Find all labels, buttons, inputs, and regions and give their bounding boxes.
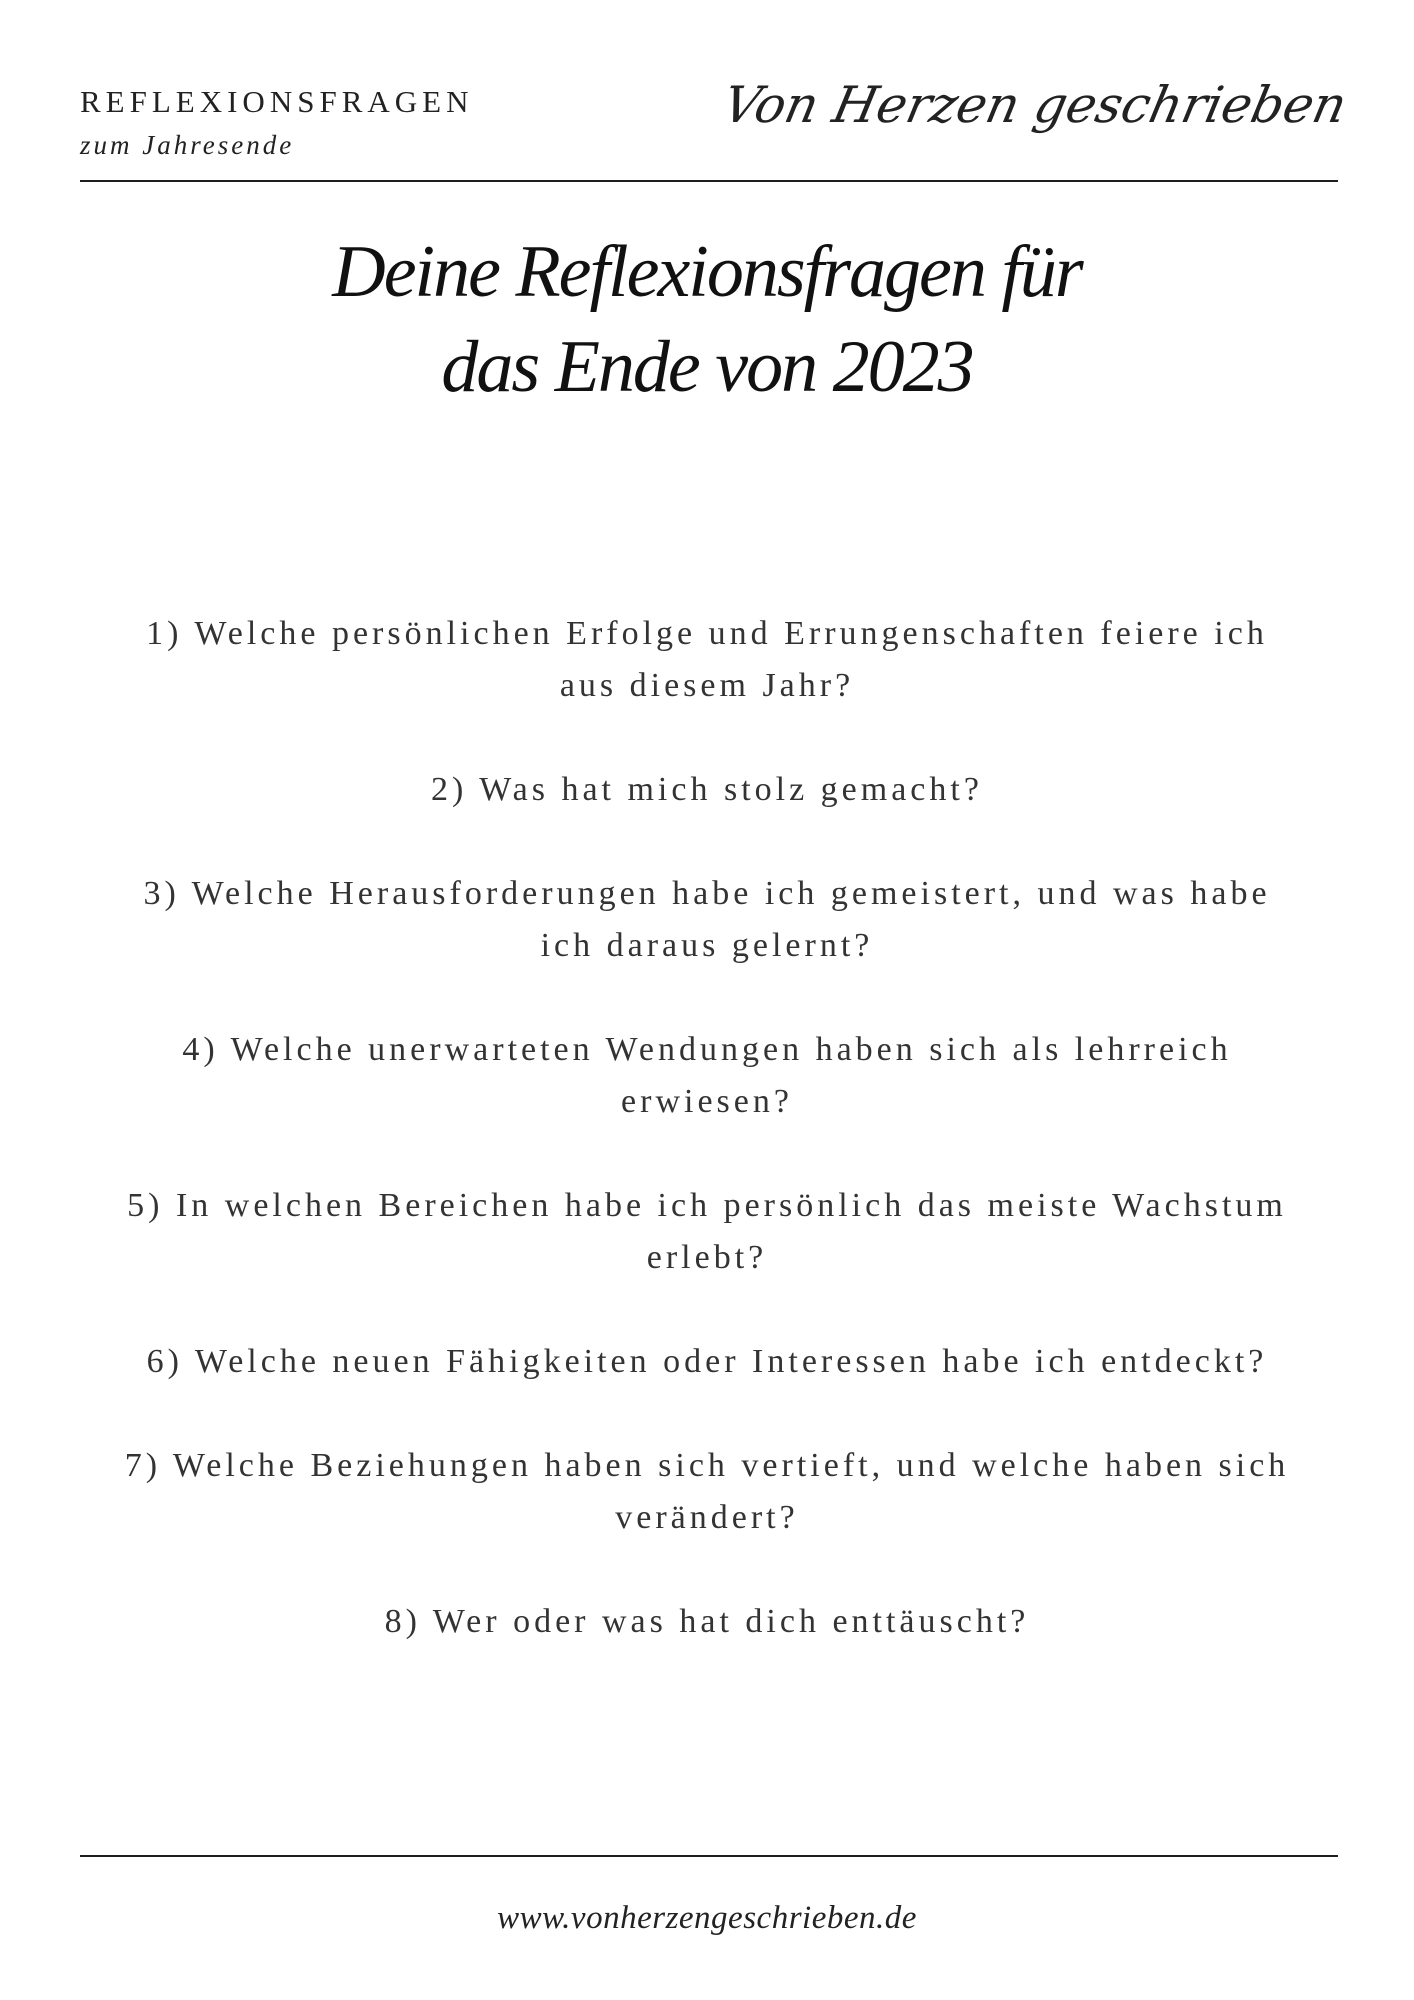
header-subtitle: zum Jahresende: [80, 130, 295, 160]
brand-logo: Von Herzen geschrieben: [718, 76, 1353, 134]
question-item: 8) Wer oder was hat dich enttäuscht?: [384, 1603, 1030, 1640]
question-item: 2) Was hat mich stolz gemacht?: [431, 771, 983, 808]
question-list: [120, 608, 1294, 1700]
header-divider: [80, 180, 1338, 182]
page-title: [0, 225, 1414, 415]
question-item: 7) Welche Beziehungen haben sich vertieft, und welche haben sich verändert?: [124, 1447, 1290, 1536]
question-item: 6) Welche neuen Fähigkeiten oder Interessen habe ich entdeckt?: [146, 1343, 1268, 1380]
footer-url[interactable]: www.vonherzengeschrieben.de: [497, 1900, 917, 1936]
question-item: 4) Welche unerwarteten Wendungen haben sich als lehrreich erwiesen?: [182, 1031, 1232, 1120]
page-title-line-1: Deine Reflexionsfragen für: [332, 231, 1082, 313]
header-left: [80, 82, 473, 162]
page-title-line-2: das Ende von 2023: [441, 326, 973, 408]
question-item: 1) Welche persönlichen Erfolge und Errungenschaften feiere ich aus diesem Jahr?: [146, 615, 1268, 704]
footer-divider: [80, 1855, 1338, 1857]
question-item: 5) In welchen Bereichen habe ich persönlich das meiste Wachstum erlebt?: [127, 1187, 1287, 1276]
question-item: 3) Welche Herausforderungen habe ich gemeistert, und was habe ich daraus gelernt?: [143, 875, 1271, 964]
header-title: REFLEXIONSFRAGEN: [80, 84, 474, 119]
